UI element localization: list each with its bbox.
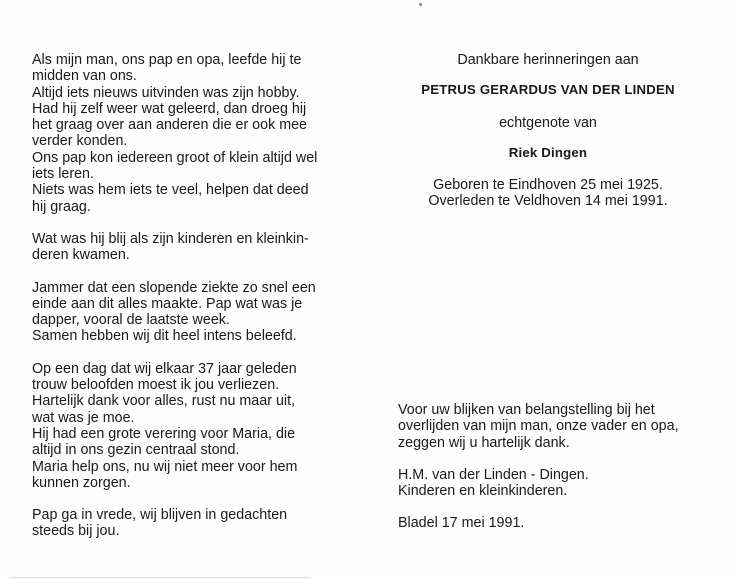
paragraph-1 xyxy=(32,52,332,215)
text-line: Niets was hem iets te veel, helpen dat deed xyxy=(32,182,309,199)
fold-line xyxy=(367,0,368,580)
text-line: deren kwamen. xyxy=(32,247,130,264)
text-line: iets leren. xyxy=(32,166,94,183)
text-line: Samen hebben wij dit heel intens beleefd. xyxy=(32,328,297,345)
birth-line: Geboren te Eindhoven 25 mei 1925. xyxy=(433,177,663,194)
death-line: Overleden te Veldhoven 14 mei 1991. xyxy=(428,193,668,210)
text-line: Altijd iets nieuws uitvinden was zijn hobby. xyxy=(32,84,300,101)
text-line: het graag over aan anderen die er ook mee xyxy=(32,117,308,134)
text-line: dapper, vooral de laatste week. xyxy=(32,312,230,329)
text-line: overlijden van mijn man, onze vader en opa, xyxy=(398,418,679,435)
text-line: kunnen zorgen. xyxy=(32,474,131,491)
paragraph-3 xyxy=(32,280,332,345)
text-line: wat was je moe. xyxy=(32,409,135,426)
text-line: zeggen wij u hartelijk dank. xyxy=(398,434,570,451)
deceased-name: PETRUS GERARDUS VAN DER LINDEN xyxy=(421,82,675,98)
right-column-header xyxy=(398,52,698,210)
text-line: hij graag. xyxy=(32,198,91,215)
text-line: Jammer dat een slopende ziekte zo snel een xyxy=(32,279,316,296)
text-line: Voor uw blijken van belangstelling bij het xyxy=(398,402,655,418)
text-line: trouw beloofden moest ik jou verliezen. xyxy=(32,377,280,394)
paragraph-5 xyxy=(32,507,332,540)
text-line: steeds bij jou. xyxy=(32,523,120,540)
paragraph-4 xyxy=(32,361,332,491)
text-line: midden van ons. xyxy=(32,68,137,85)
thanks-paragraph xyxy=(398,402,698,451)
left-column-text xyxy=(32,52,332,556)
signature-paragraph xyxy=(398,467,698,500)
signature-line: H.M. van der Linden - Dingen. xyxy=(398,466,589,483)
text-line: Had hij zelf weer wat geleerd, dan droeg hij xyxy=(32,100,307,117)
text-line: einde aan dit alles maakte. Pap wat was je xyxy=(32,295,303,312)
print-speck xyxy=(419,3,422,6)
text-line: Wat was hij blij als zijn kinderen en kleinkin- xyxy=(32,230,309,247)
text-line: Als mijn man, ons pap en opa, leefde hij te xyxy=(32,52,302,68)
signature-line: Kinderen en kleinkinderen. xyxy=(398,483,568,500)
text-line: Maria help ons, nu wij niet meer voor hem xyxy=(32,458,298,475)
paragraph-2 xyxy=(32,231,332,264)
relation-text: echtgenote van xyxy=(499,114,597,131)
text-line: Hij had een grote verering voor Maria, die xyxy=(32,425,296,442)
acknowledgement-block xyxy=(398,402,698,548)
text-line: Hartelijk dank voor alles, rust nu maar uit, xyxy=(32,393,296,410)
text-line: Op een dag dat wij elkaar 37 jaar geleden xyxy=(32,360,297,377)
text-line: altijd in ons gezin centraal stond. xyxy=(32,442,240,459)
text-line: verder konden. xyxy=(32,133,128,150)
intro-text: Dankbare herinneringen aan xyxy=(457,52,639,68)
text-line: Ons pap kon iedereen groot of klein altijd wel xyxy=(32,149,318,166)
spouse-name: Riek Dingen xyxy=(508,144,588,160)
scan-edge xyxy=(10,577,310,578)
text-line: Pap ga in vrede, wij blijven in gedachten xyxy=(32,507,288,524)
place-date: Bladel 17 mei 1991. xyxy=(398,515,525,532)
